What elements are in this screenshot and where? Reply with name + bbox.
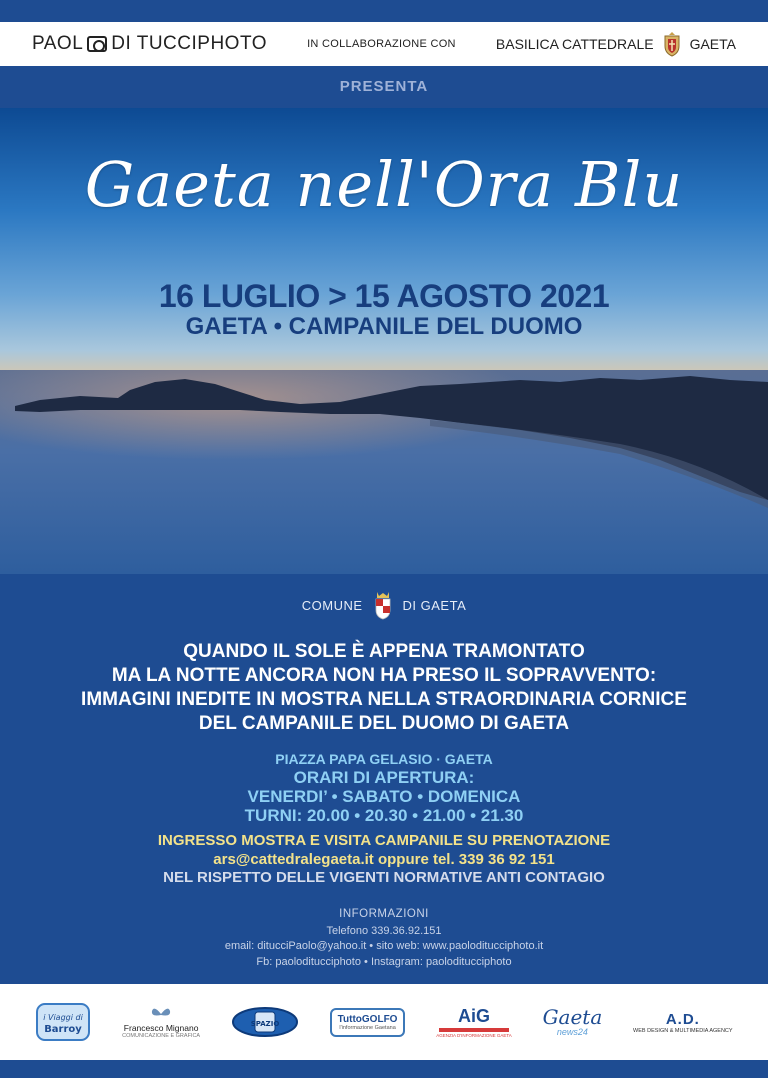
collaboration-label: IN COLLABORAZIONE CON xyxy=(307,38,456,50)
exhibition-description xyxy=(0,640,768,736)
booking-info xyxy=(0,831,768,869)
hero-photo xyxy=(0,108,768,574)
sponsor-francesco-mignano xyxy=(122,992,200,1052)
opening-hours-title: ORARI DI APERTURA: xyxy=(293,768,475,787)
covid-note: NEL RISPETTO DELLE VIGENTI NORMATIVE ANTI CONTAGIO xyxy=(163,869,605,886)
photographer-logo xyxy=(32,33,267,55)
description-line: QUANDO IL SOLE È APPENA TRAMONTATO xyxy=(183,641,585,662)
sponsor-tuttogolfo xyxy=(330,992,406,1052)
contact-social: Fb: paoloditucciphoto • Instagram: paoloditucciphoto xyxy=(256,955,512,968)
svg-text:i Viaggi di: i Viaggi di xyxy=(43,1013,84,1022)
spazio-logo-icon xyxy=(231,1002,299,1042)
basilica-city: GAETA xyxy=(689,36,736,52)
booking-line: INGRESSO MOSTRA E VISITA CAMPANILE SU PRENOTAZIONE xyxy=(157,832,611,849)
opening-days: VENERDI’ • SABATO • DOMENICA xyxy=(247,787,521,806)
opening-info xyxy=(0,750,768,825)
description-line: IMMAGINI INEDITE IN MOSTRA NELLA STRAORDINARIA CORNICE xyxy=(81,689,687,710)
sponsor-bar xyxy=(0,984,768,1060)
comune-crest-icon xyxy=(373,590,393,620)
svg-text:SPAZIO: SPAZIO xyxy=(250,1020,280,1028)
viaggi-barroy-logo-icon xyxy=(35,1000,91,1044)
tuttogolfo-logo xyxy=(330,1008,406,1037)
aig-name: AiG xyxy=(458,1006,491,1026)
sponsor-gaeta-news24 xyxy=(543,992,603,1052)
camera-icon xyxy=(87,36,107,52)
opening-turns: TURNI: 20.00 • 20.30 • 21.00 • 21.30 xyxy=(244,806,524,825)
gaeta-news-sub: news24 xyxy=(556,1027,588,1037)
contact-info xyxy=(0,907,768,970)
tuttogolfo-name: TuttoGOLFO xyxy=(337,1013,398,1025)
ad-agency-sub: WEB DESIGN & MULTIMEDIA AGENCY xyxy=(633,1027,733,1034)
exhibition-title: Gaeta nell'Ora Blu xyxy=(84,148,684,221)
sponsor-spazio xyxy=(231,992,299,1052)
exhibition-place: GAETA • CAMPANILE DEL DUOMO xyxy=(185,313,583,340)
comune-label-left: COMUNE xyxy=(301,597,363,613)
photographer-name-part2: DI TUCCIPHOTO xyxy=(111,33,267,54)
exhibition-dates: 16 LUGLIO > 15 AGOSTO 2021 xyxy=(158,278,610,314)
basilica-logo xyxy=(496,31,736,57)
tuttogolfo-sub: l'informazione Gaetana xyxy=(339,1024,396,1031)
description-line: MA LA NOTTE ANCORA NON HA PRESO IL SOPRAVVENTO: xyxy=(111,665,657,686)
presents-label: PRESENTA xyxy=(339,78,429,95)
basilica-name: BASILICA CATTEDRALE xyxy=(495,36,654,52)
aig-sub: AGENZIA D'INFORMAZIONE GAETA xyxy=(436,1033,512,1038)
contact-phone: Telefono 339.36.92.151 xyxy=(326,924,442,937)
sponsor-viaggi-barroy xyxy=(35,992,91,1052)
comune-label-right: DI GAETA xyxy=(402,597,467,613)
booking-contact: ars@cattedralegaeta.it oppure tel. 339 36 92 151 xyxy=(213,851,555,868)
aig-red-bar xyxy=(439,1028,509,1032)
venue-address: PIAZZA PAPA GELASIO · GAETA xyxy=(275,751,493,767)
ad-agency-name: A.D. xyxy=(665,1010,700,1028)
francesco-mignano-sub: COMUNICAZIONE E GRAFICA xyxy=(122,1033,201,1039)
contact-email-web: email: ditucciPaolo@yahoo.it • sito web: www.paoloditucciphoto.it xyxy=(224,940,544,952)
sponsor-ad-agency xyxy=(633,992,733,1052)
comune-logo xyxy=(0,590,768,620)
header-bar xyxy=(0,22,768,66)
sponsor-aig xyxy=(436,992,512,1052)
francesco-mignano-name: Francesco Mignano xyxy=(123,1023,199,1033)
svg-text:Barroy: Barroy xyxy=(44,1024,83,1035)
footer-strip xyxy=(0,1060,768,1078)
butterfly-icon xyxy=(151,1005,171,1023)
description-line: DEL CAMPANILE DEL DUOMO DI GAETA xyxy=(198,713,570,734)
gaeta-news-name: Gaeta xyxy=(542,1005,603,1029)
basilica-crest-icon xyxy=(662,31,682,57)
photographer-name-part1: PAOL xyxy=(32,33,84,54)
contact-header: INFORMAZIONI xyxy=(339,908,429,920)
